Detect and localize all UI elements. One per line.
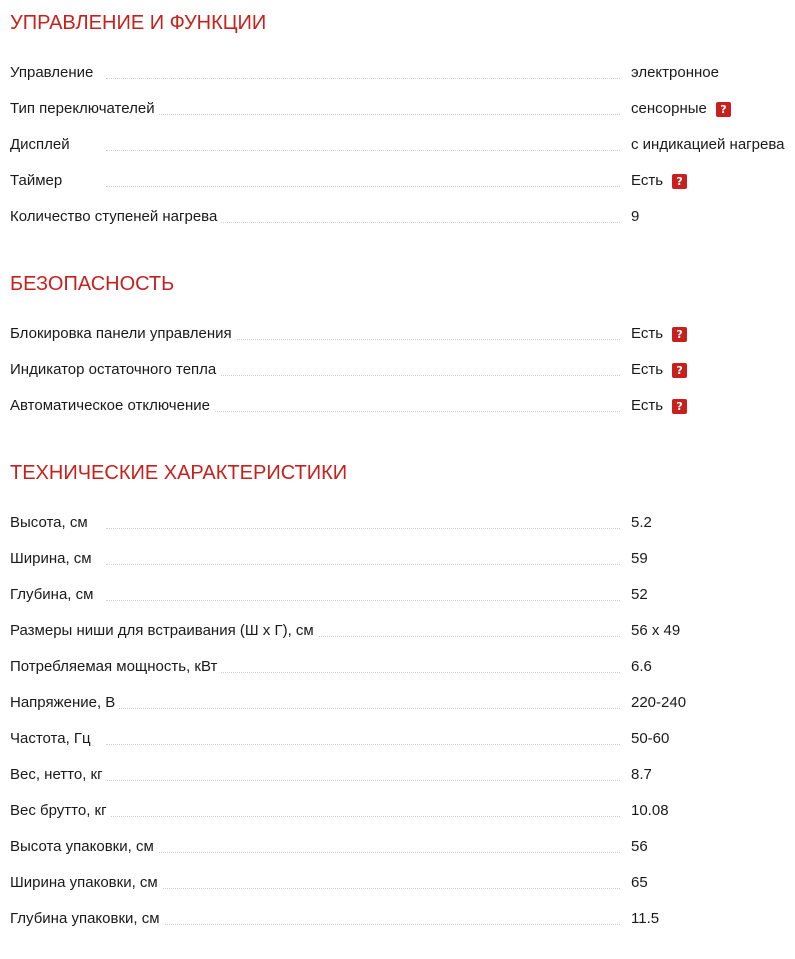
spec-value-wrap [631,801,669,821]
spec-row-heat-levels [10,207,795,229]
help-icon[interactable]: ? [672,399,687,414]
spec-label: Таймер [10,171,66,191]
spec-value: сенсорные [631,100,707,117]
spec-value-wrap [631,171,687,191]
spec-value-wrap [631,657,652,677]
spec-label: Управление [10,63,97,83]
spec-row-display [10,135,795,157]
spec-row-niche-size [10,621,795,643]
spec-row-voltage [10,693,795,715]
spec-label: Индикатор остаточного тепла [10,360,220,380]
spec-label: Высота, см [10,513,92,533]
spec-label: Высота упаковки, см [10,837,158,857]
dotted-leader [106,744,620,745]
help-icon[interactable]: ? [716,102,731,117]
spec-row-net-weight [10,765,795,787]
spec-label: Вес брутто, кг [10,801,111,821]
spec-row-switch-type [10,99,795,121]
dotted-leader [106,780,620,781]
section-title-safety: БЕЗОПАСНОСТЬ [10,273,175,295]
spec-label: Глубина упаковки, см [10,909,164,929]
dotted-leader [106,600,620,601]
dotted-leader [106,816,620,817]
spec-value: 9 [631,208,640,225]
dotted-leader [106,528,620,529]
spec-row-power [10,657,795,679]
spec-value: 59 [631,550,648,567]
spec-value-wrap [631,585,648,605]
spec-value-wrap [631,324,687,344]
spec-row-panel-lock [10,324,795,346]
spec-value-wrap [631,693,686,713]
spec-value-wrap [631,396,687,416]
spec-row-width [10,549,795,571]
dotted-leader [106,888,620,889]
help-icon[interactable]: ? [672,174,687,189]
spec-value: 6.6 [631,658,652,675]
spec-value-wrap [631,729,669,749]
dotted-leader [106,186,620,187]
spec-value: 220-240 [631,694,687,711]
spec-label: Потребляемая мощность, кВт [10,657,221,677]
spec-value: 5.2 [631,514,652,531]
spec-value-wrap [631,513,652,533]
spec-value-wrap [631,360,687,380]
spec-value: 56 x 49 [631,622,681,639]
spec-label: Глубина, см [10,585,97,605]
spec-value: 10.08 [631,802,669,819]
spec-row-residual-heat [10,360,795,382]
spec-label: Напряжение, В [10,693,119,713]
spec-value: 11.5 [631,910,660,927]
spec-row-package-height [10,837,795,859]
spec-row-control-type [10,63,795,85]
help-icon[interactable]: ? [672,327,687,342]
spec-value-wrap [631,837,648,857]
spec-row-package-depth [10,909,795,931]
spec-row-package-width [10,873,795,895]
spec-value: 50-60 [631,730,670,747]
spec-label: Тип переключателей [10,99,159,119]
spec-value: Есть [631,172,664,189]
spec-label: Количество ступеней нагрева [10,207,221,227]
spec-value: Есть [631,361,664,378]
section-title-controls: УПРАВЛЕНИЕ И ФУНКЦИИ [10,12,267,34]
dotted-leader [106,564,620,565]
spec-value: 52 [631,586,648,603]
spec-label: Дисплей [10,135,74,155]
spec-row-height [10,513,795,535]
help-icon[interactable]: ? [672,363,687,378]
spec-value-wrap [631,135,784,155]
dotted-leader [106,924,620,925]
spec-value-wrap [631,99,731,119]
spec-value: с индикацией нагрева [631,136,785,153]
spec-value: 8.7 [631,766,652,783]
spec-value-wrap [631,909,659,929]
spec-value: Есть [631,325,664,342]
section-title-specs: ТЕХНИЧЕСКИЕ ХАРАКТЕРИСТИКИ [10,462,348,484]
spec-label: Ширина упаковки, см [10,873,162,893]
spec-value-wrap [631,207,639,227]
spec-value: 56 [631,838,648,855]
spec-value-wrap [631,63,719,83]
dotted-leader [106,114,620,115]
spec-value-wrap [631,549,648,569]
spec-label: Блокировка панели управления [10,324,236,344]
spec-value: электронное [631,64,719,81]
dotted-leader [106,150,620,151]
spec-value-wrap [631,873,648,893]
spec-row-auto-off [10,396,795,418]
spec-label: Автоматическое отключение [10,396,214,416]
spec-label: Ширина, см [10,549,96,569]
spec-row-depth [10,585,795,607]
spec-label: Частота, Гц [10,729,95,749]
spec-value-wrap [631,765,652,785]
spec-row-frequency [10,729,795,751]
spec-label: Размеры ниши для встраивания (Ш х Г), см [10,621,318,641]
spec-row-timer [10,171,795,193]
dotted-leader [106,708,620,709]
spec-value: Есть [631,397,664,414]
spec-value: 65 [631,874,648,891]
spec-label: Вес, нетто, кг [10,765,107,785]
spec-value-wrap [631,621,680,641]
spec-row-gross-weight [10,801,795,823]
dotted-leader [106,78,620,79]
dotted-leader [106,852,620,853]
